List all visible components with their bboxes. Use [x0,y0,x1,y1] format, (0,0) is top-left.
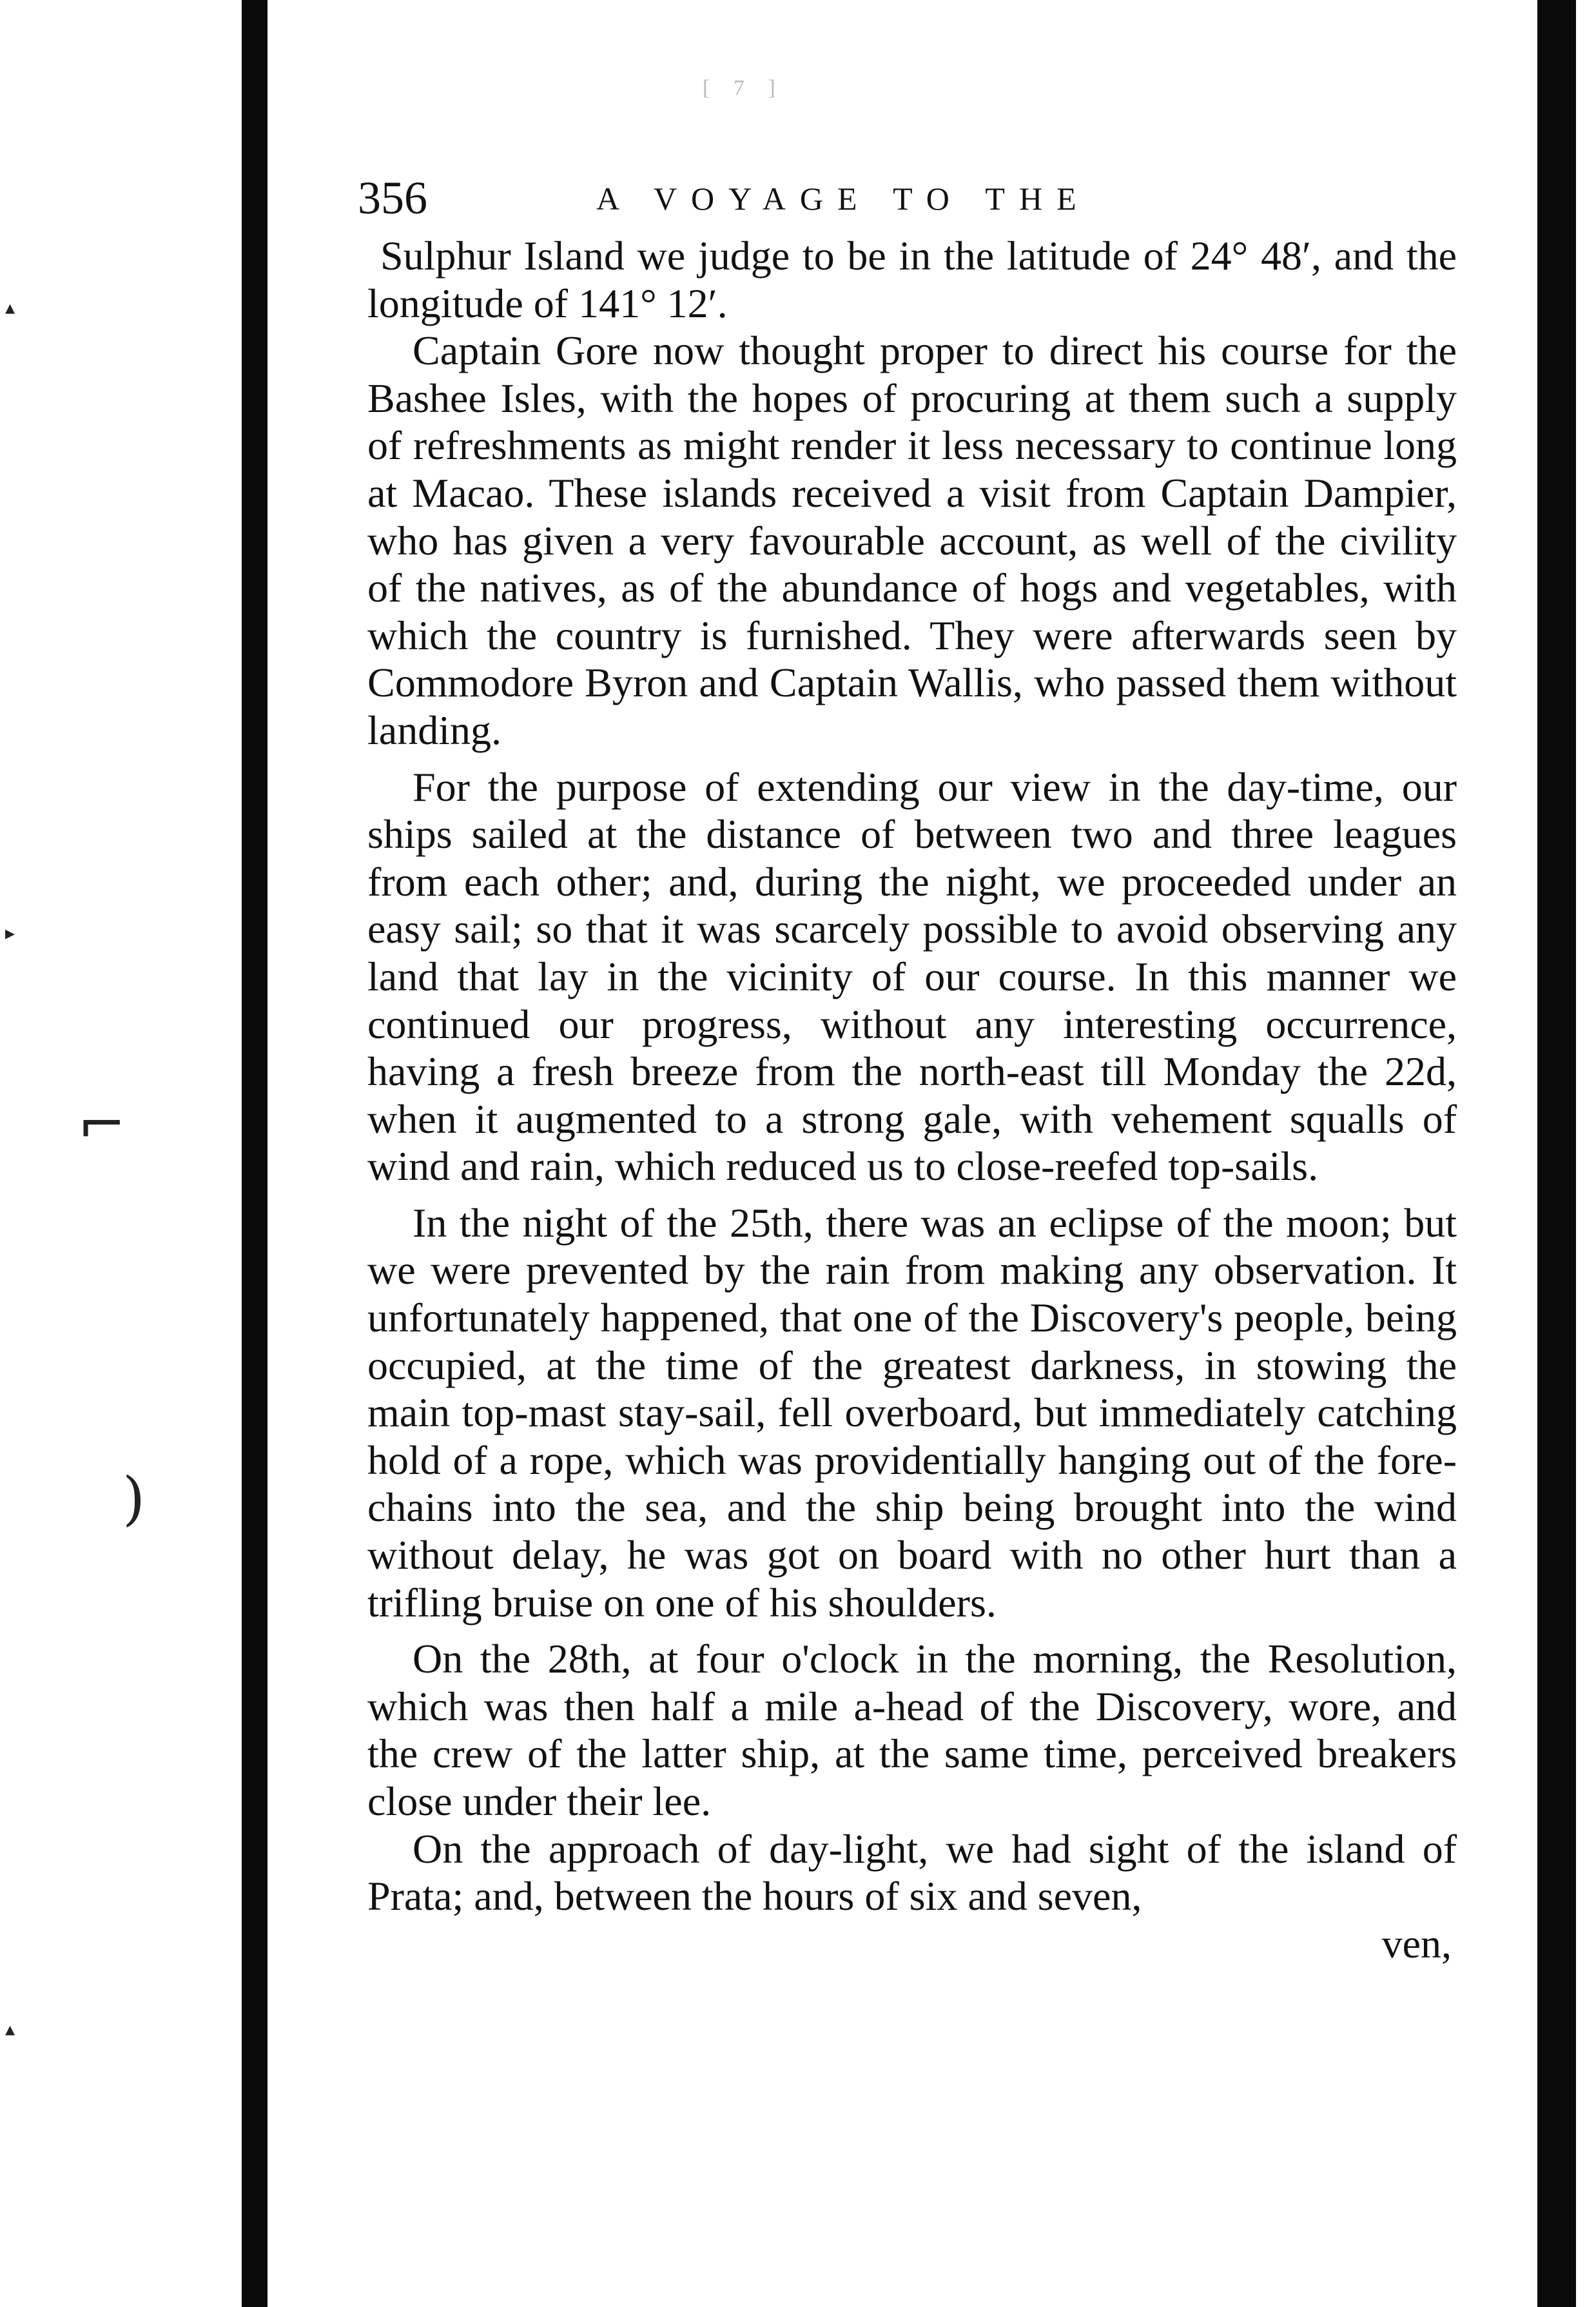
paragraph: In the night of the 25th, there was an eclipse of the moon; but we were prevented by the rain from making any observation. It unfortunately happened, that one of the Discovery's people, being occupied, at the time of the greatest darkness, in stowing the main top-mast stay-sail, fell overboard, but immediately catching hold of a rope, which was providentially hanging out of the fore-chains into the sea, and the ship being brought into the wind without delay, he was got on board with no other hurt than a trifling bruise on one of his shoulders. [367,1199,1457,1625]
paragraph: Captain Gore now thought proper to direct his course for the Bashee Isles, with the hopes of procuring at them such a supply of refreshments as might render it less necessary to continue long at Macao. These islands received a visit from Captain Dampier, who has given a very favourable account, as well of the civility of the natives, as of the abundance of hogs and vegetables, with which the country is furnished. They were afterwards seen by Commodore Byron and Captain Wallis, who passed them without landing. [367,328,1457,753]
margin-stroke: ⌐ [77,1091,126,1159]
right-page-edge-shadow [1537,0,1576,2307]
left-margin [0,0,242,2307]
margin-speck: ▴ [5,297,15,319]
running-title: A VOYAGE TO THE [596,181,1091,217]
margin-speck: ▸ [5,922,15,945]
body-text [367,232,1457,1967]
paragraph: Sulphur Island we judge to be in the latitude of 24° 48′, and the longitude of 141° 12′. [367,233,1457,326]
margin-speck: ▴ [5,2018,15,2041]
catchword: ven, [1381,1920,1452,1967]
show-through-text: [ 7 ] [703,76,784,100]
paragraph: For the purpose of extending our view in the day-time, our ships sailed at the distance of between two and three leagues from each other; and, during the night, we proceeded under an easy sail; so that it was scarcely possible to avoid observing any land that lay in the vicinity of our course. In this manner we continued our progress, without any interesting occurrence, having a fresh breeze from the north-east till Monday the 22d, when it augmented to a strong gale, with vehement squalls of wind and rain, which reduced us to close-reefed top-sails. [367,763,1457,1190]
margin-stroke: ) [122,1465,146,1533]
running-head [358,169,1454,227]
page-number: 356 [358,172,427,224]
paragraph: On the 28th, at four o'clock in the morning, the Resolution, which was then half a mile a-head of the Discovery, wore, and the crew of the latter ship, at the same time, perceived breakers close under their lee. [367,1636,1457,1824]
right-margin [1576,0,1596,2307]
binding-shadow [242,0,268,2307]
paragraph: On the approach of day-light, we had sight of the island of Prata; and, between the hours of six and seven, [367,1825,1457,1919]
